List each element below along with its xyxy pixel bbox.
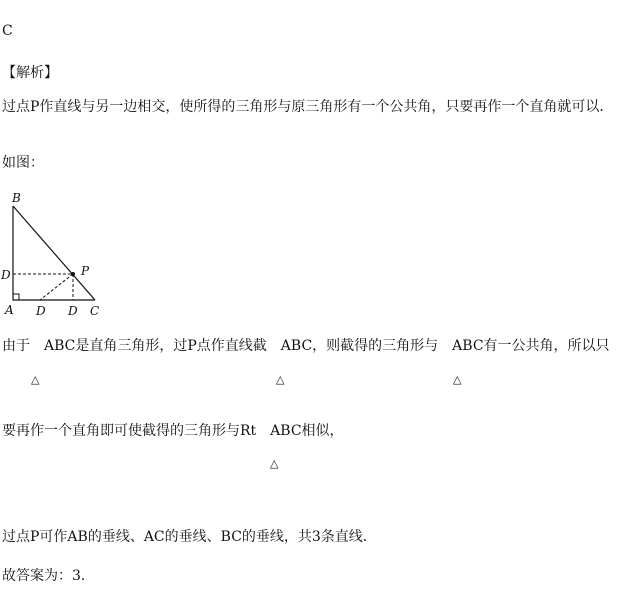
triangle-symbol-4: △ bbox=[270, 457, 279, 470]
analysis-paragraph: 过点P作直线与另一边相交，使所得的三角形与原三角形有一个公共角，只要再作一个直角就可以． bbox=[2, 99, 614, 115]
label-d-bottom-1: D bbox=[36, 304, 46, 318]
triangle-symbol-1: △ bbox=[31, 373, 40, 386]
triangle-symbol-3: △ bbox=[453, 373, 462, 386]
label-d-left: D bbox=[1, 268, 11, 282]
reasoning-line-2: 要再作一个直角即可使截得的三角形与Rt ABC相似， bbox=[2, 423, 344, 439]
final-answer: 故答案为：3． bbox=[2, 568, 95, 584]
triangle-symbol-2: △ bbox=[276, 373, 285, 386]
label-d-bottom-2: D bbox=[68, 304, 78, 318]
answer-letter: C bbox=[2, 23, 13, 39]
dashed-pd-slanted bbox=[40, 274, 73, 300]
label-c: C bbox=[90, 304, 100, 318]
reasoning-line-1: 由于 ABC是直角三角形，过P点作直线截 ABC，则截得的三角形与 ABC有一公共角，所以只 bbox=[2, 338, 610, 354]
right-triangle-figure bbox=[0, 190, 120, 320]
right-angle-marker bbox=[13, 294, 19, 300]
conclusion: 过点P可作AB的垂线、AC的垂线、BC的垂线，共3条直线． bbox=[2, 529, 377, 545]
section-title: 【解析】 bbox=[2, 65, 58, 81]
figure-intro: 如图： bbox=[2, 155, 44, 171]
label-a: A bbox=[5, 303, 14, 317]
label-b: B bbox=[12, 191, 21, 205]
label-p: P bbox=[81, 264, 90, 278]
side-bc bbox=[13, 206, 95, 300]
point-p bbox=[71, 272, 75, 276]
